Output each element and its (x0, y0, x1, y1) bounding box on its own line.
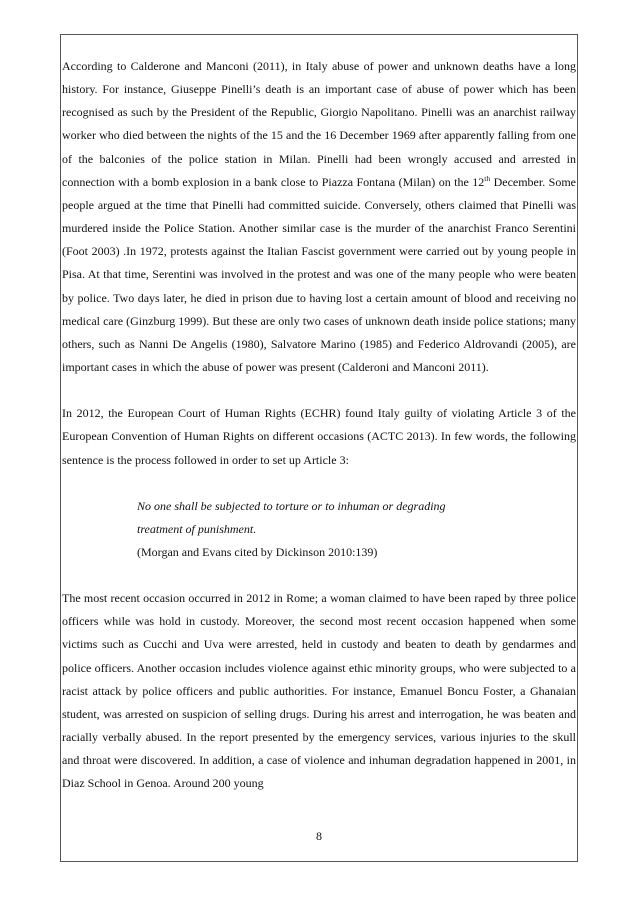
page-number: 8 (316, 829, 322, 843)
ordinal-superscript: th (484, 173, 491, 183)
paragraph-1-text-a: According to Calderone and Manconi (2011), in Italy abuse of power and unknown deaths have a long history. For instance, Giuseppe Pinelli’s death is an important case of abuse of power which has been recognised as such by the President of the Republic, Giorgio Napolitano. Pinelli was an anarchist railway worker who died between the nights of the 15 and the 16 December 1969 after apparently falling from one of the balconies of the police station in Milan. Pinelli had been wrongly accused and arrested in connection with a bomb explosion in a bank close to Piazza Fontana (Milan) on the 12 (62, 59, 576, 189)
paragraph-spacer (62, 379, 576, 402)
quote-line-2: treatment of punishment. (137, 521, 257, 536)
paragraph-pinelli-case (62, 55, 576, 379)
quote-line-1: No one shall be subjected to torture or to inhuman or degrading (137, 498, 446, 513)
block-quote (137, 495, 576, 564)
paragraph-1-text-b: December. Some people argued at the time that Pinelli had committed suicide. Conversely, others claimed that Pinelli was murdered inside the Police Station. Another similar case is the murder of the anarchist Franco Serentini (Foot 2003) .In 1972, protests against the Italian Fascist government were carried out by young people in Pisa. At that time, Serentini was involved in the protest and was one of the many people who were beaten by police. Two days later, he died in prison due to having lost a certain amount of blood and receiving no medical care (Ginzburg 1999). But these are only two cases of unknown death inside police stations; many others, such as Nanni De Angelis (1980), Salvatore Marino (1985) and Federico Aldrovandi (2005), are important cases in which the abuse of power was present (Calderoni and Manconi 2011). (62, 174, 576, 375)
paragraph-recent-occasions: The most recent occasion occurred in 2012 in Rome; a woman claimed to have been raped by three police officers while was hold in custody. Moreover, the second most recent occasion happened when some victims such as Cucchi and Uva were arrested, held in custody and beaten to death by gendarmes and police officers. Another occasion includes violence against ethic minority groups, who were subjected to a racist attack by police officers and public authorities. For instance, Emanuel Boncu Foster, a Ghanaian student, was arrested on suspicion of selling drugs. During his arrest and interrogation, he was beaten and racially verbally abused. In the report presented by the emergency services, various injuries to the skull and throat were discovered. In addition, a case of violence and inhuman degradation happened in 2001, in Diaz School in Genoa. Around 200 young (62, 591, 576, 791)
paragraph-spacer (62, 564, 576, 587)
paragraph-spacer (62, 472, 576, 495)
paragraph-echr-ruling: In 2012, the European Court of Human Rights (ECHR) found Italy guilty of violating Article 3 of the European Convention of Human Rights on different occasions (ACTC 2013). In few words, the following sentence is the process followed in order to set up Article 3: (62, 406, 576, 467)
quote-citation: (Morgan and Evans cited by Dickinson 2010:139) (137, 544, 378, 559)
document-body (62, 55, 576, 796)
